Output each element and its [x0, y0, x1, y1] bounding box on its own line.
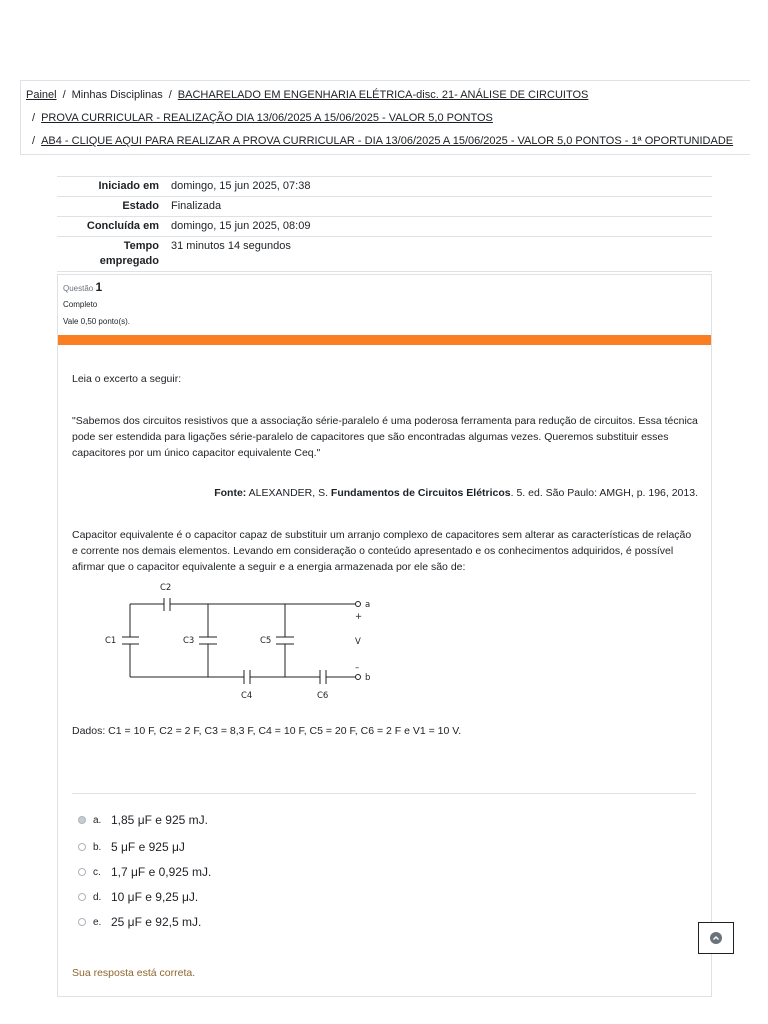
answer-text: 1,85 μF e 925 mJ. — [111, 813, 208, 827]
breadcrumb-painel-link[interactable]: Painel — [26, 89, 57, 101]
question-info — [63, 280, 130, 326]
source-author: ALEXANDER, S. — [246, 487, 331, 499]
label-c1: C1 — [105, 636, 117, 646]
label-c2: C2 — [160, 583, 172, 593]
summary-label-part: Tempo — [123, 240, 159, 252]
question-accent-bar — [58, 335, 711, 345]
question-intro: Leia o excerto a seguir: — [72, 373, 182, 385]
answer-option-c[interactable] — [78, 864, 211, 880]
back-to-top-button[interactable] — [698, 922, 734, 954]
breadcrumb-separator: / — [62, 89, 66, 101]
question-prompt: Capacitor equivalente é o capacitor capaz de substituir um arranjo complexo de capacitores sem alterar as características de relação e corrente nos demais elementos. Levando em consideração o conteúdo apresentado e os conhecimentos adquiridos, é possível afirmar que o capacitor equivalente a seguir e a energia armazenada por ele são de: — [72, 529, 692, 573]
question-status: Completo — [63, 300, 98, 309]
summary-label: Estado — [57, 197, 165, 217]
source-label: Fonte: — [214, 487, 247, 499]
summary-value: 31 minutos 14 segundos — [165, 237, 712, 272]
divider — [72, 793, 696, 794]
summary-row-iniciado — [57, 177, 712, 197]
label-c4: C4 — [241, 691, 253, 701]
breadcrumb-separator: / — [168, 89, 172, 101]
answer-option-e[interactable] — [78, 914, 201, 930]
summary-label: Concluída em — [57, 217, 165, 237]
attempt-summary-table — [57, 176, 712, 272]
breadcrumb-line-1 — [26, 89, 588, 101]
answer-letter: e. — [93, 916, 102, 928]
answer-option-a[interactable] — [78, 812, 208, 828]
question-grade: Vale 0,50 ponto(s). — [63, 317, 131, 326]
summary-label-part: empregado — [99, 255, 159, 267]
summary-value: domingo, 15 jun 2025, 08:09 — [165, 217, 712, 237]
summary-label — [57, 237, 165, 272]
answer-option-b[interactable] — [78, 839, 185, 855]
question-number: 1 — [95, 280, 103, 294]
terminal-a: a — [365, 600, 371, 610]
breadcrumb-separator: / — [32, 112, 36, 124]
breadcrumb-ab4-link[interactable]: AB4 - CLIQUE AQUI PARA REALIZAR A PROVA CURRICULAR - DIA 13/06/2025 A 15/06/2025 - VALOR 5,0 PONTOS - 1ª OPORTUNIDADE — [41, 135, 734, 147]
answer-text: 5 μF e 925 μJ — [111, 840, 185, 854]
answer-letter: c. — [93, 866, 101, 878]
terminal-b: b — [365, 673, 371, 683]
summary-row-estado — [57, 197, 712, 217]
answer-letter: a. — [93, 814, 102, 826]
summary-row-concluida — [57, 217, 712, 237]
breadcrumb-disciplinas: Minhas Disciplinas — [71, 89, 163, 101]
source-title: Fundamentos de Circuitos Elétricos — [330, 487, 511, 499]
breadcrumb-separator: / — [32, 135, 36, 147]
radio-e[interactable] — [78, 918, 86, 926]
question-source — [72, 485, 698, 501]
voltage-label: V — [355, 637, 361, 647]
source-rest: . 5. ed. São Paulo: AMGH, p. 196, 2013. — [510, 487, 698, 499]
answer-text: 1,7 μF e 0,925 mJ. — [111, 865, 212, 879]
breadcrumb-curso-link[interactable]: BACHARELADO EM ENGENHARIA ELÉTRICA-disc. 21- ANÁLISE DE CIRCUITOS — [177, 89, 589, 101]
label-c5: C5 — [260, 636, 272, 646]
label-c6: C6 — [317, 691, 329, 701]
radio-d[interactable] — [78, 893, 86, 901]
breadcrumb-prova-link[interactable]: PROVA CURRICULAR - REALIZAÇÃO DIA 13/06/2025 A 15/06/2025 - VALOR 5,0 PONTOS — [41, 112, 493, 124]
answer-feedback: Sua resposta está correta. — [72, 967, 196, 979]
answer-text: 25 μF e 92,5 mJ. — [111, 915, 202, 929]
label-c3: C3 — [183, 636, 195, 646]
summary-value: domingo, 15 jun 2025, 07:38 — [165, 177, 712, 197]
chevron-up-icon — [710, 932, 722, 944]
polarity-plus: + — [355, 612, 363, 622]
answer-text: 10 μF e 9,25 μJ. — [111, 890, 199, 904]
breadcrumb-line-2 — [26, 112, 493, 124]
question-card — [57, 274, 712, 997]
question-label: Questão — [63, 284, 94, 293]
radio-a[interactable] — [78, 816, 86, 824]
summary-row-tempo — [57, 237, 712, 272]
polarity-minus: – — [355, 663, 360, 673]
breadcrumb — [20, 80, 750, 155]
question-dados: Dados: C1 = 10 F, C2 = 2 F, C3 = 8,3 F, C4 = 10 F, C5 = 20 F, C6 = 2 F e V1 = 10 V. — [72, 725, 462, 737]
answer-option-d[interactable] — [78, 889, 198, 905]
question-quote: "Sabemos dos circuitos resistivos que a associação série-paralelo é uma poderosa ferramenta para redução de circuitos. Essa técnica pode ser estendida para ligações série-paralelo de capacitores que são encontradas algumas vezes. Queremos substituir esses capacitores por um único capacitor equivalente Ceq." — [72, 415, 698, 459]
answer-letter: d. — [93, 891, 102, 903]
summary-value: Finalizada — [165, 197, 712, 217]
answer-letter: b. — [93, 841, 102, 853]
radio-c[interactable] — [78, 868, 86, 876]
circuit-diagram — [98, 577, 388, 702]
radio-b[interactable] — [78, 843, 86, 851]
summary-label: Iniciado em — [57, 177, 165, 197]
breadcrumb-line-3 — [26, 135, 733, 147]
